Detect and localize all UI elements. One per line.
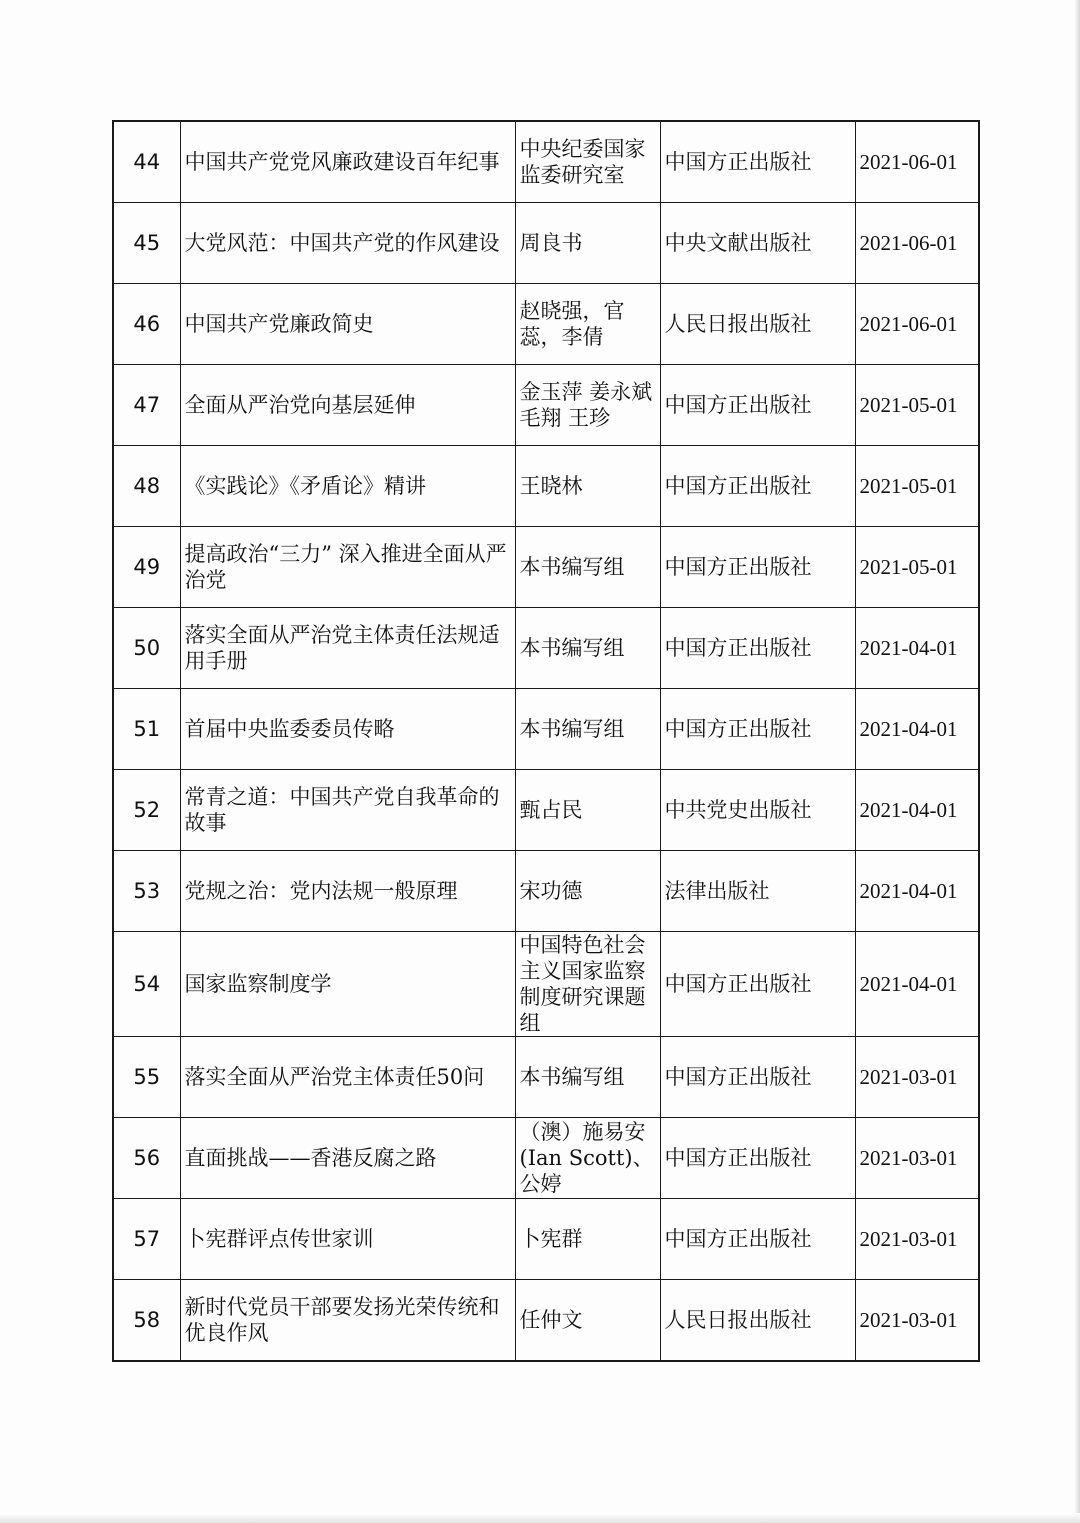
book-title-text: 国家监察制度学 — [184, 972, 332, 996]
book-title-cell — [180, 365, 515, 446]
publish-date-text: 2021-05-01 — [859, 474, 958, 498]
publish-date-text: 2021-03-01 — [859, 1227, 958, 1251]
publish-date-text: 2021-05-01 — [859, 555, 958, 579]
row-number-cell — [113, 1118, 180, 1199]
row-number-text: 54 — [133, 972, 161, 996]
author-text: 本书编写组 — [519, 1065, 625, 1089]
row-number-text: 45 — [133, 231, 161, 255]
book-title-cell — [180, 770, 515, 851]
publisher-text: 中国方正出版社 — [664, 1227, 812, 1251]
book-title-text: 落实全面从严治党主体责任法规适用手册 — [184, 623, 500, 673]
author-text: 周良书 — [519, 231, 583, 255]
publish-date-text: 2021-06-01 — [859, 150, 958, 174]
publish-date-cell — [855, 203, 979, 284]
book-title-text: 常青之道：中国共产党自我革命的故事 — [184, 785, 500, 835]
publish-date-cell — [855, 770, 979, 851]
row-number-text: 57 — [133, 1227, 161, 1251]
publish-date-cell — [855, 851, 979, 932]
publisher-text: 中国方正出版社 — [664, 555, 812, 579]
author-text: 本书编写组 — [519, 717, 625, 741]
scan-edge-shadow — [1074, 0, 1080, 1523]
book-title-cell — [180, 1118, 515, 1199]
book-title-text: 首届中央监委委员传略 — [184, 717, 395, 741]
table-row — [113, 1118, 979, 1199]
publish-date-text: 2021-04-01 — [859, 717, 958, 741]
table-row — [113, 446, 979, 527]
author-cell — [515, 121, 660, 203]
row-number-text: 56 — [133, 1146, 161, 1170]
row-number-text: 55 — [133, 1065, 161, 1089]
publisher-text: 法律出版社 — [664, 879, 770, 903]
publisher-cell — [660, 121, 855, 203]
table-row — [113, 1037, 979, 1118]
book-title-text: 新时代党员干部要发扬光荣传统和优良作风 — [184, 1295, 500, 1345]
publish-date-text: 2021-06-01 — [859, 231, 958, 255]
publish-date-cell — [855, 608, 979, 689]
row-number-cell — [113, 608, 180, 689]
table-row — [113, 284, 979, 365]
publish-date-text: 2021-04-01 — [859, 972, 958, 996]
book-title-text: 全面从严治党向基层延伸 — [184, 393, 416, 417]
publisher-cell — [660, 932, 855, 1037]
publish-date-cell — [855, 1199, 979, 1280]
publish-date-text: 2021-05-01 — [859, 393, 958, 417]
publisher-text: 中国方正出版社 — [664, 972, 812, 996]
book-title-cell — [180, 608, 515, 689]
publisher-text: 中国方正出版社 — [664, 393, 812, 417]
book-title-text: 直面挑战——香港反腐之路 — [184, 1146, 437, 1170]
table-row — [113, 608, 979, 689]
row-number-text: 44 — [133, 150, 161, 174]
publisher-cell — [660, 1037, 855, 1118]
table-row — [113, 203, 979, 284]
publisher-cell — [660, 851, 855, 932]
row-number-cell — [113, 284, 180, 365]
publish-date-text: 2021-04-01 — [859, 798, 958, 822]
table-row — [113, 1280, 979, 1362]
publish-date-cell — [855, 1280, 979, 1362]
row-number-text: 51 — [133, 717, 161, 741]
author-cell — [515, 932, 660, 1037]
publisher-cell — [660, 608, 855, 689]
book-title-text: 中国共产党党风廉政建设百年纪事 — [184, 150, 500, 174]
author-cell — [515, 203, 660, 284]
row-number-text: 46 — [133, 312, 161, 336]
table-row — [113, 770, 979, 851]
publisher-cell — [660, 446, 855, 527]
publish-date-cell — [855, 446, 979, 527]
publisher-text: 人民日报出版社 — [664, 1308, 812, 1332]
publish-date-text: 2021-03-01 — [859, 1146, 958, 1170]
row-number-cell — [113, 527, 180, 608]
table-row — [113, 1199, 979, 1280]
author-cell — [515, 527, 660, 608]
row-number-text: 49 — [133, 555, 161, 579]
book-title-text: 党规之治：党内法规一般原理 — [184, 879, 458, 903]
publish-date-cell — [855, 1037, 979, 1118]
author-text: 中央纪委国家监委研究室 — [519, 137, 646, 187]
publish-date-cell — [855, 932, 979, 1037]
table-row — [113, 932, 979, 1037]
author-cell — [515, 1199, 660, 1280]
publisher-cell — [660, 689, 855, 770]
publisher-text: 中国方正出版社 — [664, 1065, 812, 1089]
author-text: 本书编写组 — [519, 636, 625, 660]
publisher-text: 人民日报出版社 — [664, 312, 812, 336]
row-number-text: 50 — [133, 636, 161, 660]
author-text: 赵晓强，官蕊，李倩 — [519, 299, 625, 349]
author-text: 宋功德 — [519, 879, 583, 903]
book-title-cell — [180, 203, 515, 284]
book-title-text: 卜宪群评点传世家训 — [184, 1227, 374, 1251]
book-title-cell — [180, 851, 515, 932]
author-text: 王晓林 — [519, 474, 583, 498]
author-cell — [515, 689, 660, 770]
row-number-cell — [113, 121, 180, 203]
publish-date-cell — [855, 365, 979, 446]
table-row — [113, 851, 979, 932]
row-number-cell — [113, 1280, 180, 1362]
author-text: 甄占民 — [519, 798, 583, 822]
scan-bottom-shadow — [0, 1513, 1080, 1523]
row-number-text: 48 — [133, 474, 161, 498]
publish-date-text: 2021-04-01 — [859, 636, 958, 660]
table-row — [113, 121, 979, 203]
row-number-cell — [113, 446, 180, 527]
publisher-cell — [660, 770, 855, 851]
publisher-text: 中国方正出版社 — [664, 150, 812, 174]
publisher-text: 中共党史出版社 — [664, 798, 812, 822]
book-title-text: 大党风范：中国共产党的作风建设 — [184, 231, 500, 255]
book-list-table — [112, 120, 980, 1362]
author-cell — [515, 851, 660, 932]
author-cell — [515, 1280, 660, 1362]
row-number-text: 53 — [133, 879, 161, 903]
publish-date-text: 2021-06-01 — [859, 312, 958, 336]
row-number-cell — [113, 1037, 180, 1118]
publisher-text: 中国方正出版社 — [664, 717, 812, 741]
table-row — [113, 365, 979, 446]
author-cell — [515, 1037, 660, 1118]
book-title-cell — [180, 1199, 515, 1280]
publish-date-cell — [855, 1118, 979, 1199]
publish-date-cell — [855, 284, 979, 365]
publish-date-cell — [855, 689, 979, 770]
book-title-text: 落实全面从严治党主体责任50问 — [184, 1065, 485, 1089]
author-text: 金玉萍 姜永斌 毛翔 王珍 — [519, 380, 653, 430]
book-title-cell — [180, 1280, 515, 1362]
publish-date-cell — [855, 121, 979, 203]
author-cell — [515, 608, 660, 689]
book-title-text: 提高政治“三力” 深入推进全面从严治党 — [184, 542, 507, 592]
row-number-text: 47 — [133, 393, 161, 417]
book-title-cell — [180, 1037, 515, 1118]
book-list-body — [113, 121, 979, 1361]
publisher-cell — [660, 365, 855, 446]
author-cell — [515, 770, 660, 851]
publisher-text: 中国方正出版社 — [664, 636, 812, 660]
publisher-cell — [660, 1118, 855, 1199]
row-number-cell — [113, 932, 180, 1037]
row-number-text: 52 — [133, 798, 161, 822]
table-row — [113, 689, 979, 770]
publish-date-text: 2021-03-01 — [859, 1065, 958, 1089]
table-row — [113, 527, 979, 608]
row-number-text: 58 — [133, 1308, 161, 1332]
publish-date-text: 2021-04-01 — [859, 879, 958, 903]
row-number-cell — [113, 365, 180, 446]
book-title-cell — [180, 932, 515, 1037]
author-text: 卜宪群 — [519, 1227, 583, 1251]
publisher-cell — [660, 527, 855, 608]
row-number-cell — [113, 770, 180, 851]
author-text: 任仲文 — [519, 1308, 583, 1332]
book-title-cell — [180, 527, 515, 608]
row-number-cell — [113, 203, 180, 284]
publish-date-cell — [855, 527, 979, 608]
publisher-cell — [660, 284, 855, 365]
book-title-text: 中国共产党廉政简史 — [184, 312, 374, 336]
book-title-text: 《实践论》《矛盾论》精讲 — [184, 474, 426, 498]
author-cell — [515, 446, 660, 527]
book-title-cell — [180, 689, 515, 770]
author-text: 中国特色社会主义国家监察制度研究课题组 — [519, 933, 646, 1035]
publisher-cell — [660, 1199, 855, 1280]
book-title-cell — [180, 446, 515, 527]
author-cell — [515, 284, 660, 365]
publisher-cell — [660, 203, 855, 284]
author-text: 本书编写组 — [519, 555, 625, 579]
publisher-cell — [660, 1280, 855, 1362]
row-number-cell — [113, 689, 180, 770]
book-title-cell — [180, 121, 515, 203]
publisher-text: 中央文献出版社 — [664, 231, 812, 255]
book-title-cell — [180, 284, 515, 365]
publisher-text: 中国方正出版社 — [664, 474, 812, 498]
row-number-cell — [113, 1199, 180, 1280]
row-number-cell — [113, 851, 180, 932]
publisher-text: 中国方正出版社 — [664, 1146, 812, 1170]
publish-date-text: 2021-03-01 — [859, 1308, 958, 1332]
author-cell — [515, 1118, 660, 1199]
author-text: （澳）施易安(Ian Scott)、公婷 — [519, 1120, 654, 1196]
author-cell — [515, 365, 660, 446]
